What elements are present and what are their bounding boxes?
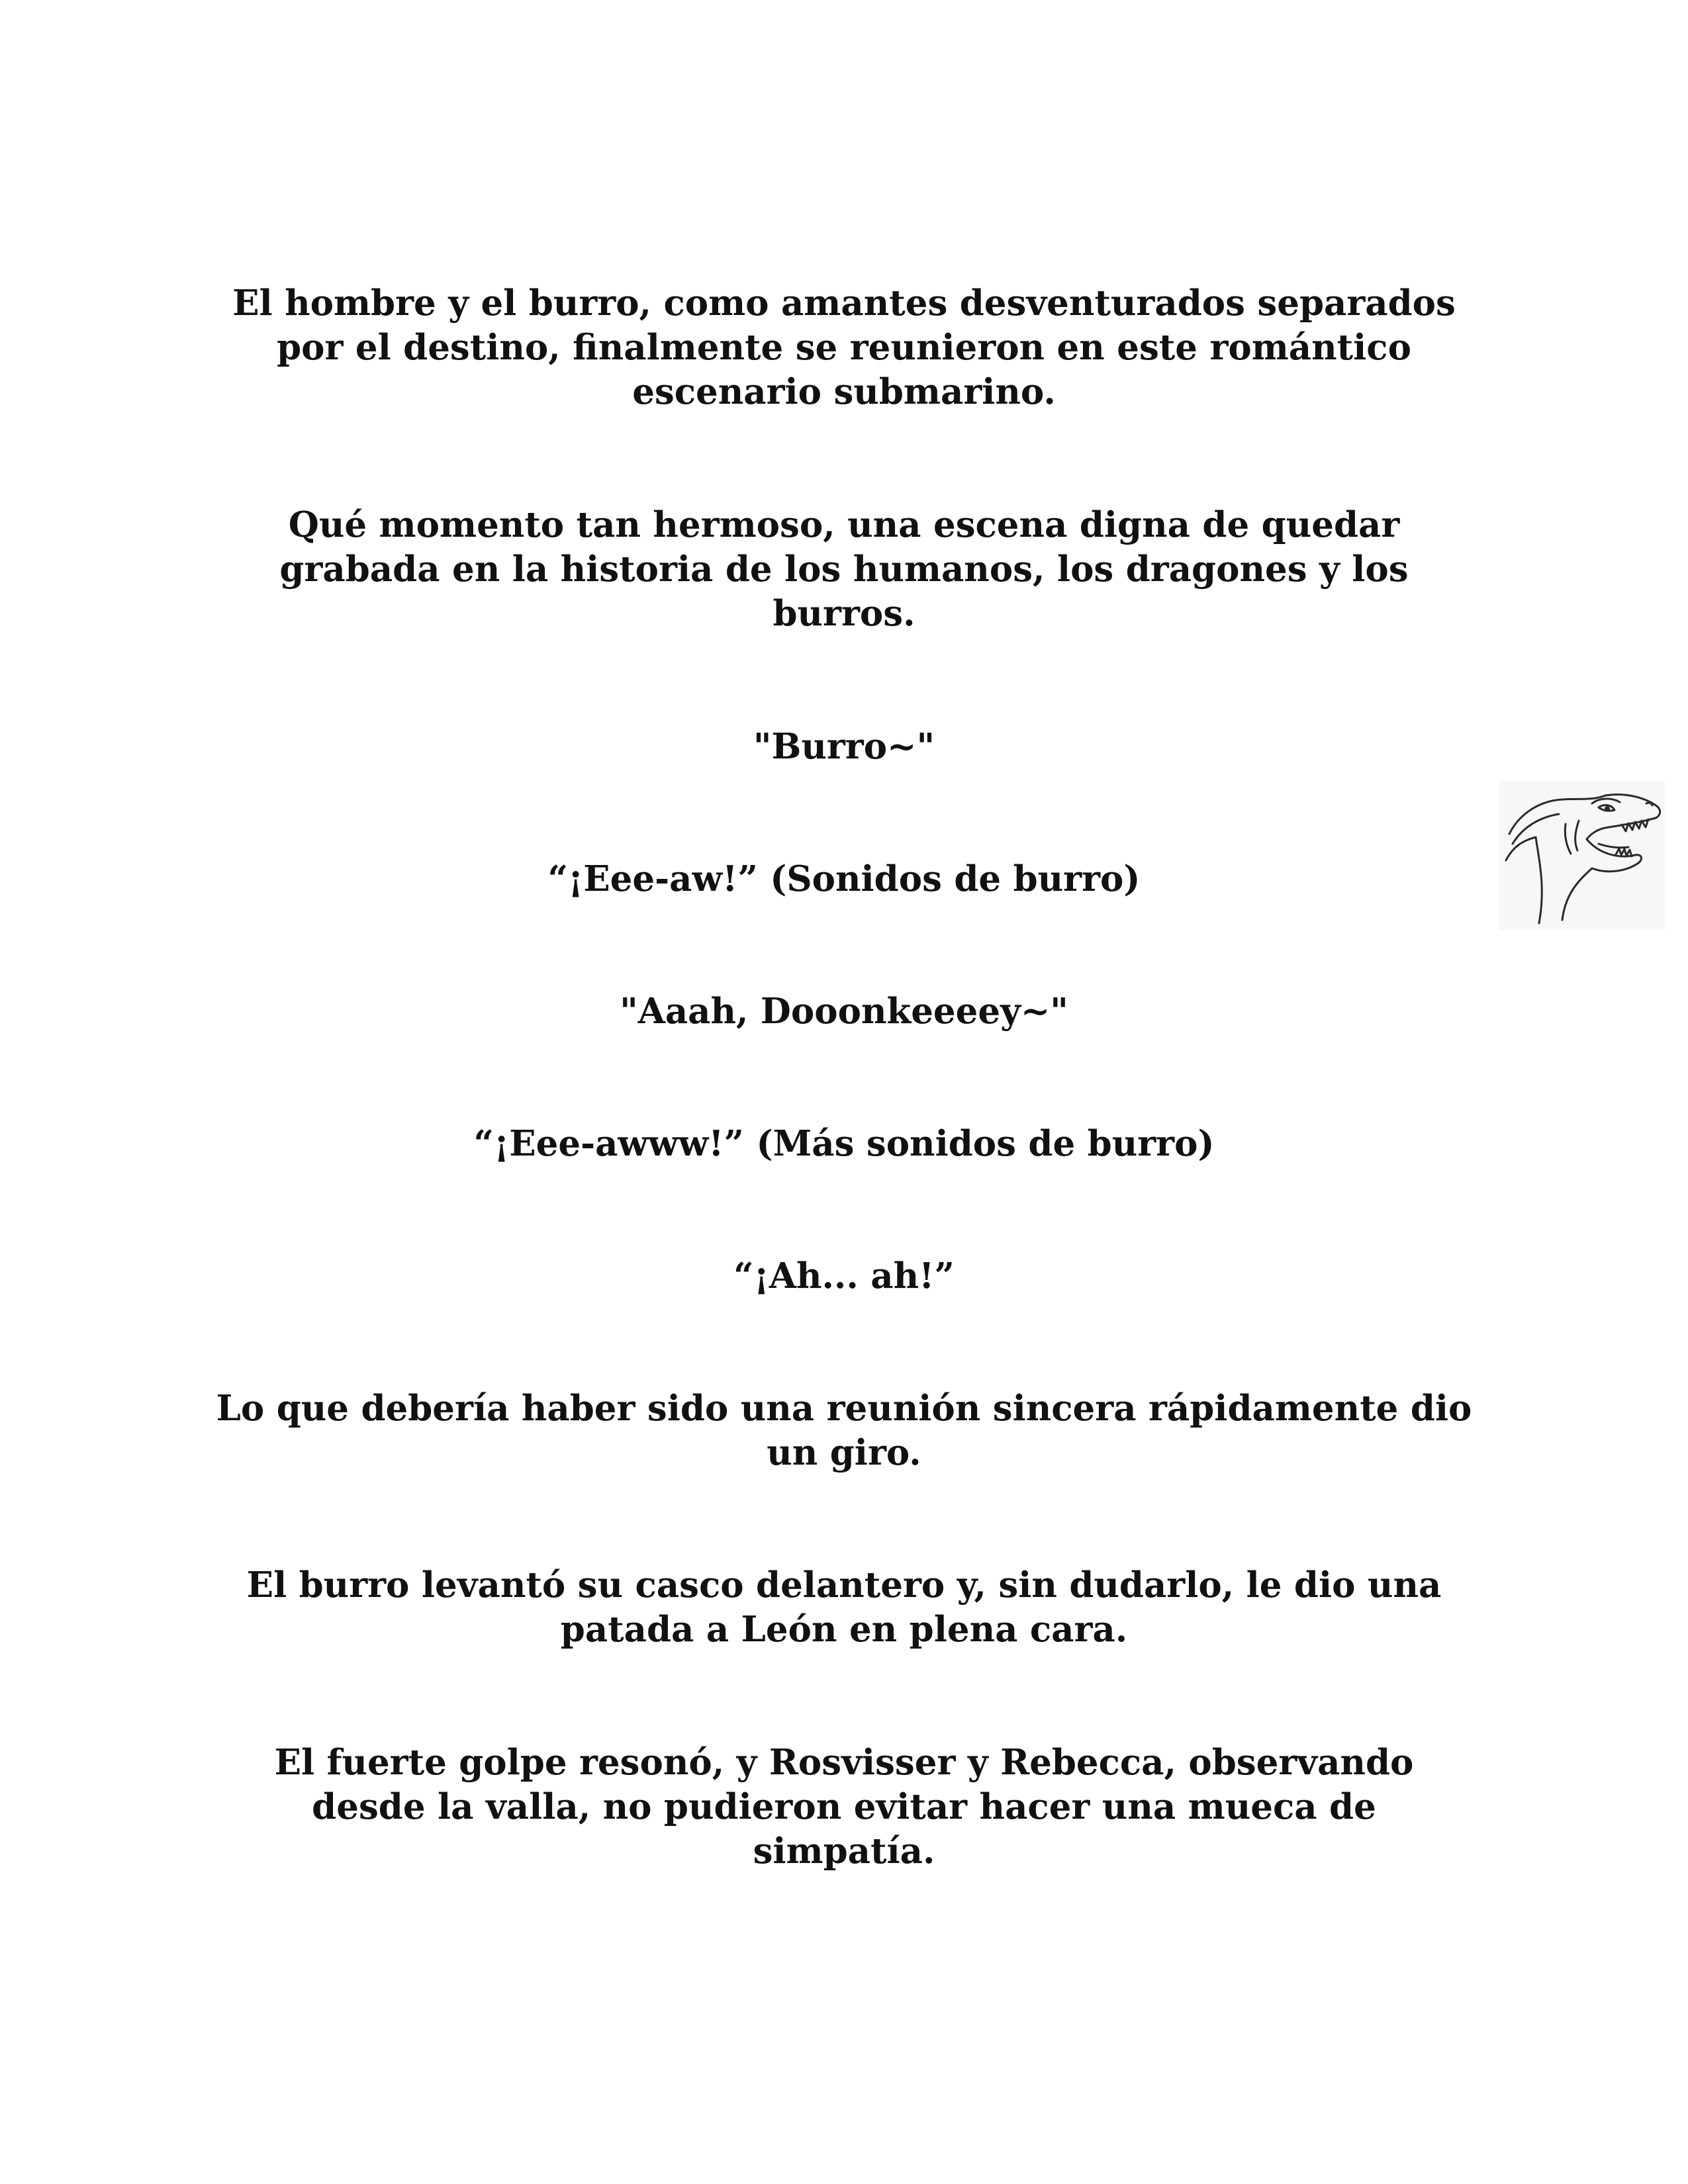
paragraph-9: El burro levantó su casco delantero y, sin dudarlo, le dio una patada a León en plena cara. (246, 1565, 1442, 1650)
paragraph-3: "Burro~" (753, 726, 935, 767)
paragraph-4: “¡Eee-aw!” (Sonidos de burro) (547, 858, 1141, 899)
dinosaur-head-sketch-icon (1499, 781, 1665, 930)
paragraph-6: “¡Eee-awww!” (Más sonidos de burro) (473, 1123, 1215, 1164)
paragraph-1: El hombre y el burro, como amantes desventurados separados por el destino, finalmente se reunieron en este romántico escenario submarino. (232, 283, 1456, 412)
paragraph-8: Lo que debería haber sido una reunión sincera rápidamente dio un giro. (216, 1388, 1472, 1473)
paragraph-7: “¡Ah... ah!” (733, 1255, 955, 1297)
paragraph-10: El fuerte golpe resonó, y Rosvisser y Rebecca, observando desde la valla, no pudieron evitar hacer una mueca de simpatía. (274, 1742, 1414, 1872)
paragraph-2: Qué momento tan hermoso, una escena digna de quedar grabada en la historia de los humanos, los dragones y los burros. (279, 504, 1409, 634)
paragraph-5: "Aaah, Dooonkeeeey~" (620, 991, 1068, 1032)
